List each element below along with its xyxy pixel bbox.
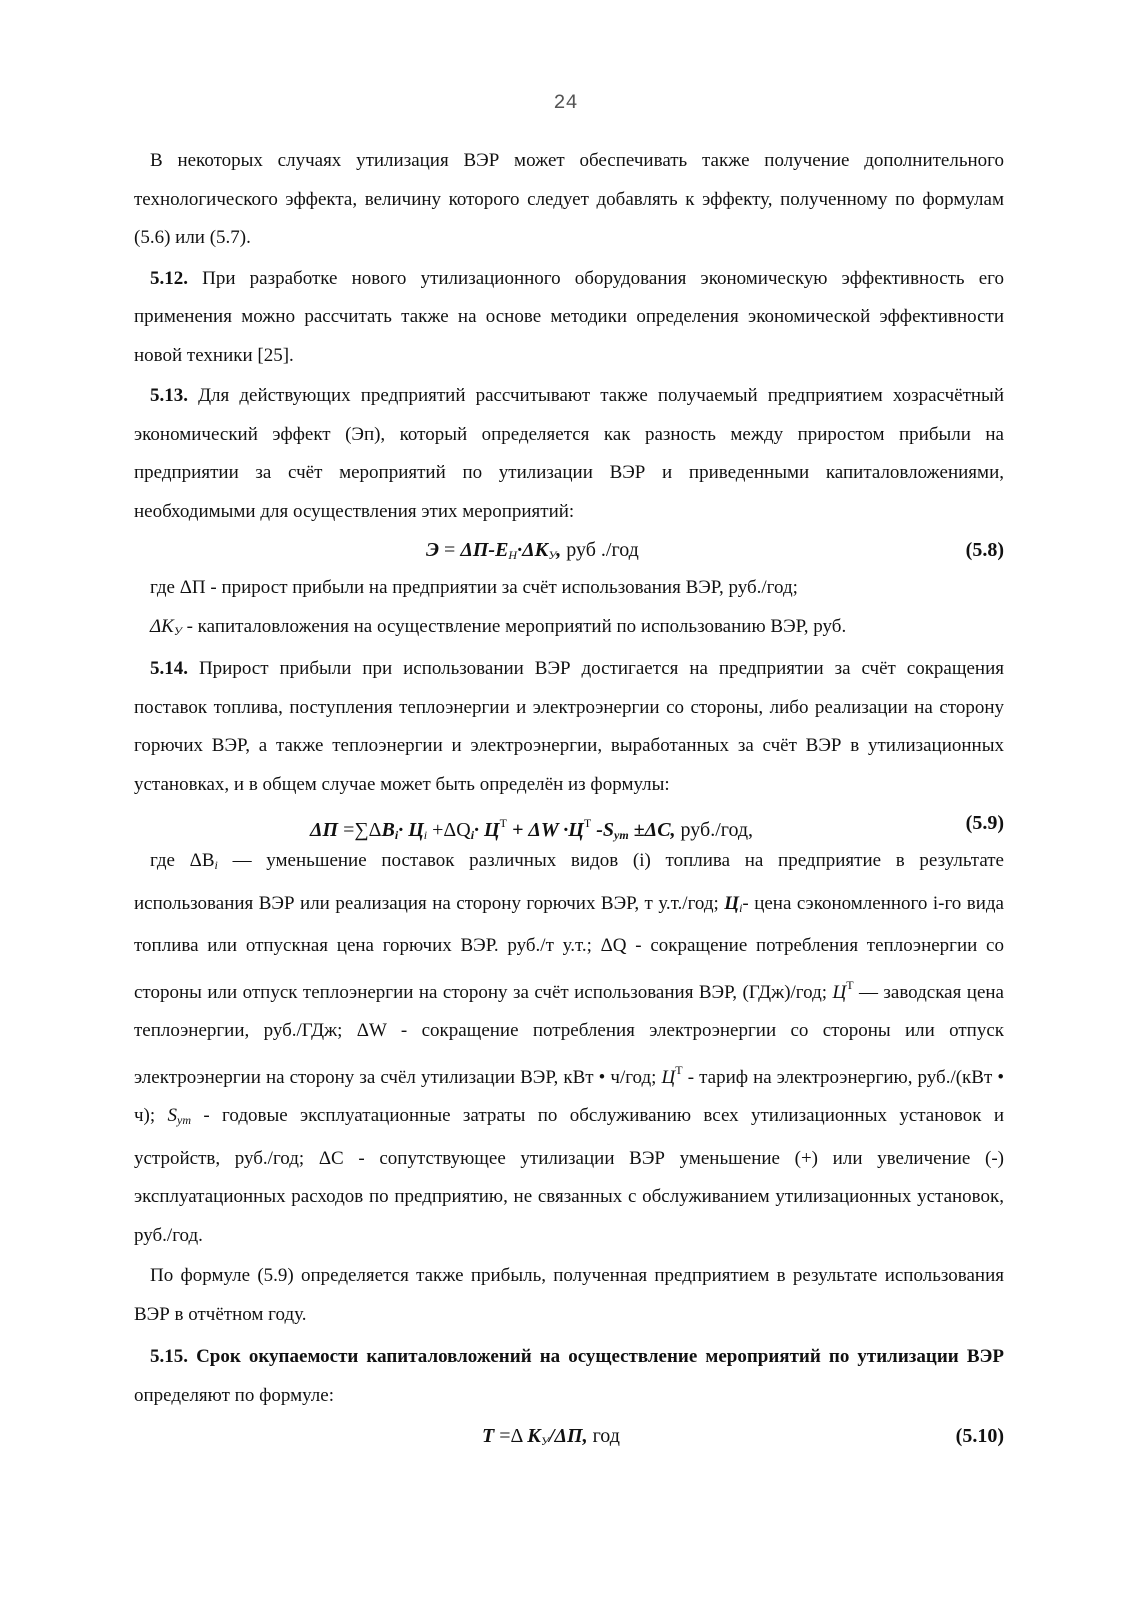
formula-expression: $Э = \Delta П-Е_Н\cdot\Delta К_У$, руб ./год [426,539,639,562]
formula-expression: Т =Δ $К_У/\Delta П$, год [482,1425,620,1448]
definition-delta-k: $\Delta К_У$ - капиталовложения на осуществление мероприятий по использованию ВЭР, руб. [150,615,847,638]
paragraph-text: При разработке нового утилизационного оборудования экономическую эффективность его применения можно рассчитать также на основе методики определения экономической эффективности новой техники [25]. [134,267,1004,366]
equation-number: (5.9) [965,812,1004,834]
paragraph-intro: В некоторых случаях утилизация ВЭР может обеспечивать также получение дополнительного технологического эффекта, величину которого следует добавлять к эффекту, полученному по формулам (5.6) или (5.7). [134,150,1004,248]
clause-number: 5.14. [150,658,188,679]
paragraph-5-13 [134,377,1004,531]
paragraph-text: Прирост прибыли при использовании ВЭР достигается на предприятии за счёт сокращения поставок топлива, поступления теплоэнергии и электроэнергии со стороны, либо реализации на сторону горючих ВЭР, а также теплоэнергии и электроэнергии, выработанных за счёт ВЭР в утилизационных установках, и в общем случае может быть определён из формулы: [134,658,1004,795]
clause-number: 5.12. [150,267,188,289]
page-number: 24 [553,92,578,115]
paragraph-definitions-5-9: где $\Delta В_i$ — уменьшение поставок различных видов (i) топлива на предприятие в результате использования ВЭР или реализация на сторону горючих ВЭР, т у.т./год; $Ц_i-$ цена сэкономленного i-го вида топлива или отпускная цена горючих ВЭР. руб./т у.т.; ΔQ - сокращение потребления теплоэнергии со стороны или отпуск теплоэнергии на сторону за счёт использования ВЭР, (ГДж)/год; $Ц^Т$ — заводская цена теплоэнергии, руб./ГДж; ΔW - сокращение потребления электроэнергии со стороны или отпуск электроэнергии на сторону за счёл утилизации ВЭР, кВт • ч/год; $Ц^Т$ - тариф на электроэнергию, руб./(кВт • ч); $S_{ут}$ - годовые эксплуатационные затраты по обслуживанию всех утилизационных установок и устройств, руб./год; ΔС - сопутствующее утилизации ВЭР уменьшение (+) или увеличение (-) эксплуатационных расходов по предприятию, не связанных с обслуживанием утилизационных установок, руб./год. [134,850,1004,1246]
document-body [134,142,1004,1455]
paragraph-5-12 [134,260,1004,376]
formula-5-10 [134,1417,1004,1455]
definition-delta-p: где ΔП - прирост прибыли на предприятии за счёт использования ВЭР, руб./год; [150,577,798,598]
clause-number: 5.13. [150,385,188,406]
formula-5-9 [134,804,1004,842]
formula-expression: $\Delta П =\sum\Delta В_i\cdot Ц_i +\Delta Q_i\cdot Ц^Т + \Delta W \cdot Ц^Т$ $-S_{ут} \pm\Delta С$, руб./год, [310,816,754,842]
equation-number: (5.8) [965,539,1004,561]
section-heading: 5.15. Срок окупаемости капиталовложений на осуществление мероприятий по утилизации ВЭР [150,1346,1004,1367]
equation-number: (5.10) [955,1425,1004,1447]
paragraph-text: Для действующих предприятий рассчитывают также получаемый предприятием хозрасчётный экономический эффект (Эп), который определяется как разность между приростом прибыли на предприятии за счёт мероприятий по утилизации ВЭР и приведенными капиталовложениями, необходимыми для осуществления этих мероприятий: [134,385,1004,522]
formula-5-8 [134,531,1004,569]
paragraph-5-14 [134,650,1004,804]
paragraph-profit-note: По формуле (5.9) определяется также прибыль, полученная предприятием в результате использования ВЭР в отчётном году. [134,1265,1004,1325]
paragraph-5-15 [134,1338,1004,1415]
paragraph-text: определяют по формуле: [134,1384,334,1406]
